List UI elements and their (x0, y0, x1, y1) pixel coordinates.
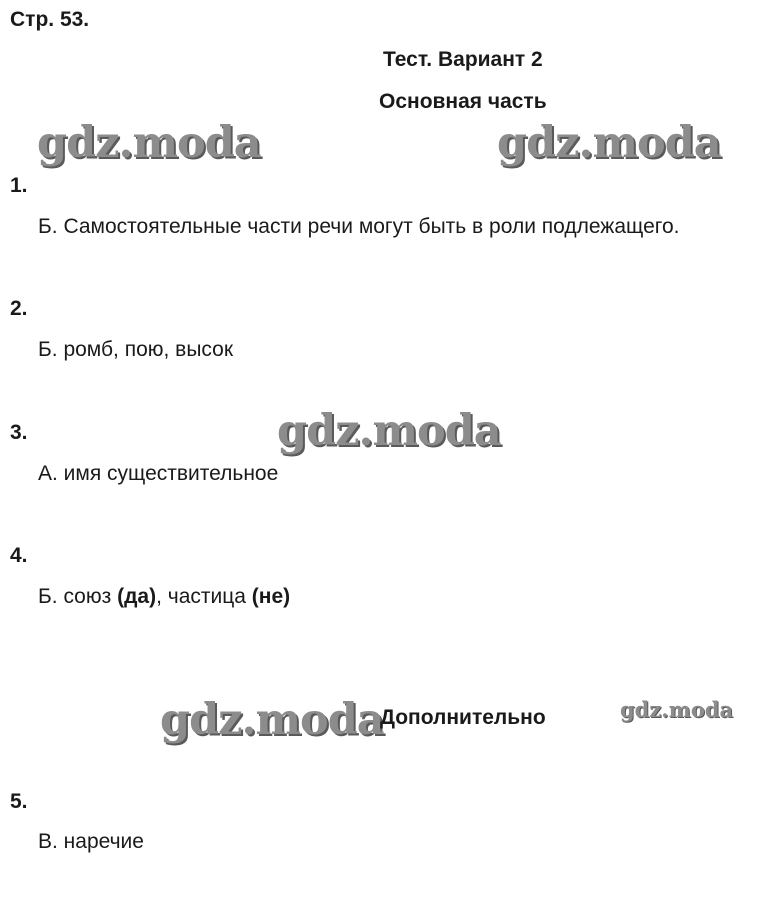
answer-prefix: Б. союз (38, 585, 118, 608)
question-number: 3. (10, 421, 28, 444)
answer-text: А. имя существительное (38, 462, 279, 485)
section-title-additional: Дополнительно (380, 706, 546, 729)
answer-text: Б. Самостоятельные части речи могут быть в роли подлежащего. (38, 215, 680, 238)
watermark-logo: gdz.moda (37, 118, 261, 168)
question-number: 4. (10, 544, 28, 567)
test-title: Тест. Вариант 2 (383, 48, 543, 71)
answer-text: В. наречие (38, 830, 144, 853)
watermark-logo: gdz.moda (277, 406, 501, 456)
watermark-logo: gdz.moda (497, 118, 721, 168)
question-number: 1. (10, 174, 28, 197)
answer-bold-particle: (не) (251, 585, 291, 608)
answer-text: Б. ромб, пою, высок (38, 338, 234, 361)
page-reference: Стр. 53. (10, 8, 90, 31)
watermark-logo: gdz.moda (160, 695, 384, 745)
question-number: 2. (10, 297, 28, 320)
answer-text (38, 585, 290, 609)
section-title-main: Основная часть (379, 90, 547, 113)
answer-middle: , частица (156, 585, 252, 608)
watermark-logo: gdz.moda (620, 697, 734, 722)
answer-bold-conjunction: (да) (117, 585, 157, 608)
question-number: 5. (10, 790, 28, 813)
